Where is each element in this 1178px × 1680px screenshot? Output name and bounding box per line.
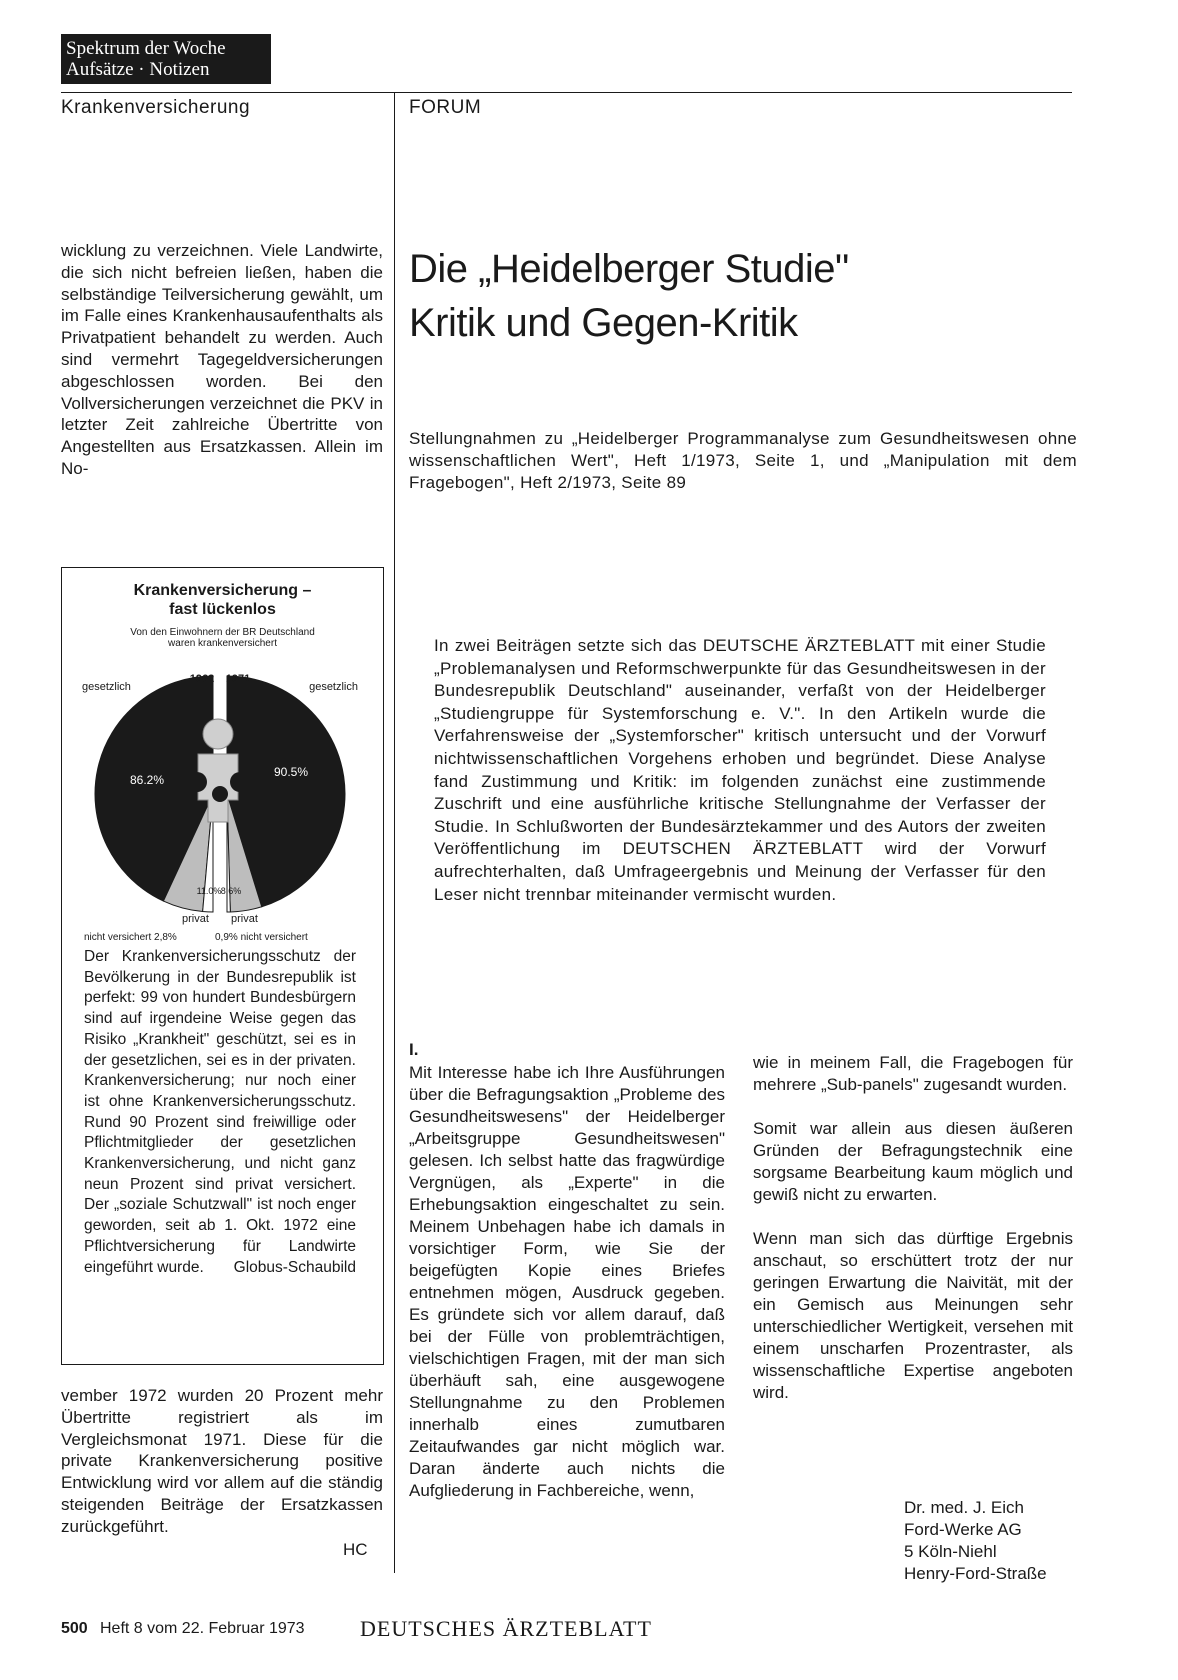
column-divider: [394, 93, 395, 1573]
article-references: Stellungnahmen zu „Heidelberger Programmanalyse zum Gesundheitswesen ohne wissenschaftlichen Wert", Heft 1/1973, Seite 1, und „Manipulation mit dem Fragebogen", Heft 2/1973, Seite 89: [409, 429, 1077, 492]
label-privat-1971: privat: [231, 913, 258, 925]
figure-title: [61, 581, 384, 619]
figure-caption: [84, 947, 356, 1278]
label-nicht-versichert-1962: nicht versichert 2,8%: [84, 932, 177, 943]
section-badge: [61, 34, 271, 84]
figure-caption-text: Der Krankenversicherungsschutz der Bevölkerung in der Bundesrepublik ist perfekt: 99 von hundert Bundesbürgern sind auf irgendeine Weise gegen das Risiko „Krankheit" geschützt, sei es in der gesetzlichen, sei es in der privaten. Krankenversicherung; nur noch einer ist ohne Krankenversicherungsschutz. Rund 90 Prozent sind freiwillige oder Pflichtmitglieder der gesetzlichen Krankenversicherung, und nicht ganz neun Prozent sind privat versichert. Der „soziale Schutzwall" ist noch enger geworden, seit ab 1. Okt. 1972 eine Pflichtversicherung für Landwirte eingeführt wurde.: [84, 948, 356, 1276]
figure-credit: Globus-Schaubild: [233, 1258, 356, 1276]
top-rule: [61, 92, 1072, 93]
section-badge-line2: Aufsätze · Notizen: [66, 59, 210, 80]
article-column-2: Mit Interesse habe ich Ihre Ausführungen über die Befragungsaktion „Probleme des Gesundheitswesens" der Heidelberger „Arbeitsgruppe Gesundheitswesen" gelesen. Ich selbst hatte das fragwürdige Vergnügen, als „Experte" in die Erhebungsaktion eingeschaltet zu sein. Meinem Unbehagen habe ich damals in vorsichtiger Form, wie Sie der beigefügten Kopie eines Briefes entnehmen mögen, Ausdruck gegeben. Es gründete sich vor allem darauf, daß bei der Fülle von problemträchtigen, vielschichtigen Fragen, mit der man sich überhäuft sah, eine ausgewogene Stellungnahme zu den Problemen innerhalb eines zumutbaren Zeitaufwandes gar nicht möglich war. Daran änderte auch nichts die Aufgliederung in Fachbereiche, wenn,: [409, 1063, 725, 1500]
year-label-1962: 1962: [189, 673, 215, 685]
left-section-label: Krankenversicherung: [61, 97, 251, 118]
signature-line: Henry-Ford-Straße: [904, 1564, 1047, 1583]
signature-block: [904, 1497, 1047, 1585]
section-badge-line1: Spektrum der Woche: [66, 38, 226, 59]
col3-paragraph-2: Somit war allein aus diesen äußeren Gründen der Befragungstechnik eine sorgsame Bearbeitung kaum möglich und gewiß nicht zu erwarten.: [753, 1119, 1073, 1204]
signature-line: 5 Köln-Niehl: [904, 1542, 997, 1561]
label-privat-1962: privat: [182, 913, 209, 925]
person-icon: [212, 786, 228, 802]
value-privat-1962: 11.0%: [196, 886, 222, 896]
label-gesetzlich-1962: gesetzlich: [82, 681, 131, 693]
figure-subtitle: [61, 627, 384, 649]
label-nicht-versichert-1971: 0,9% nicht versichert: [215, 932, 308, 943]
journal-name: DEUTSCHES ÄRZTEBLATT: [360, 1616, 652, 1641]
issue-info: Heft 8 vom 22. Februar 1973: [100, 1620, 305, 1637]
figure-subtitle-line1: Von den Einwohnern der BR Deutschland: [130, 627, 315, 638]
section-numeral: I.: [409, 1040, 419, 1059]
headline-line1: Die „Heidelberger Studie": [409, 247, 849, 291]
value-gesetzlich-1971: 90.5%: [273, 765, 308, 779]
value-gesetzlich-1962: 86.2%: [130, 773, 165, 787]
person-icon: [203, 719, 233, 749]
author-initials: HC: [343, 1540, 368, 1559]
figure-title-line2: fast lückenlos: [169, 601, 276, 618]
label-gesetzlich-1971: gesetzlich: [309, 681, 358, 693]
left-column-top-text: wicklung zu verzeichnen. Viele Landwirte, die sich nicht befreien ließen, haben die selbständige Teilversicherung gewählt, um im Falle eines Krankenhausaufenthalts als Privatpatient behandelt zu werden. Auch sind vermehrt Tagegeldversicherungen abgeschlossen worden. Bei den Vollversicherungen verzeichnet die PKV in letzter Zeit zahlreiche Übertritte von Angestellten aus Ersatzkassen. Allein im No-: [61, 241, 383, 478]
pie-chart: [70, 662, 370, 944]
person-icon: [187, 772, 207, 792]
right-section-label: FORUM: [409, 97, 482, 118]
value-privat-1971: 8.6%: [220, 886, 242, 896]
signature-line: Dr. med. J. Eich: [904, 1498, 1024, 1517]
article-column-3: [753, 1052, 1073, 1404]
headline-line2: Kritik und Gegen-Kritik: [409, 301, 798, 345]
person-icon: [230, 772, 250, 792]
signature-line: Ford-Werke AG: [904, 1520, 1022, 1539]
page-number: 500: [61, 1620, 88, 1637]
year-label-1971: 1971: [225, 673, 251, 685]
article-headline: [409, 242, 1069, 350]
figure-title-line1: Krankenversicherung –: [133, 582, 312, 599]
left-column-bottom-text: vember 1972 wurden 20 Prozent mehr Übertritte registriert als im Vergleichsmonat 1971. Diese für die private Krankenversicherung positive Entwicklung wird vor allem auf die ständig steigenden Beiträge der Ersatzkassen zurückgeführt.: [61, 1386, 383, 1536]
col3-paragraph-3: Wenn man sich das dürftige Ergebnis anschaut, so erschüttert trotz der nur geringen Erwartung die Naivität, mit der ein Gemisch aus Meinungen sehr unterschiedlicher Wertigkeit, versehen mit einem unscharfen Prozentraster, als wissenschaftliche Expertise angeboten wird.: [753, 1229, 1073, 1402]
article-intro: In zwei Beiträgen setzte sich das DEUTSCHE ÄRZTEBLATT mit einer Studie „Problemanalysen und Reformschwerpunkte für das Gesundheitswesen in der Bundesrepublik Deutschland" auseinander, verfaßt von der Heidelberger „Studiengruppe für Systemforschung e. V.". In den Artikeln wurde die Verfahrensweise der „Systemforscher" kritisch untersucht und der Vorwurf nichtwissenschaftlichen Vorgehens erhoben und begründet. Diese Analyse fand Zustimmung und Kritik: im folgenden zunächst eine zustimmende Zuschrift und eine ausführliche kritische Stellungnahme der Verfasser der Studie. In Schlußworten der Bundesärztekammer und des Autors der zweiten Veröffentlichung im DEUTSCHEN ÄRZTEBLATT wird der Vorwurf aufrechterhalten, daß Umfrageergebnis und Meinung der Verfasser für den Leser nicht trennbar miteinander vermischt wurden.: [434, 636, 1046, 904]
figure-subtitle-line2: waren krankenversichert: [168, 638, 277, 649]
col3-paragraph-1: wie in meinem Fall, die Fragebogen für mehrere „Sub-panels" zugesandt wurden.: [753, 1053, 1073, 1094]
